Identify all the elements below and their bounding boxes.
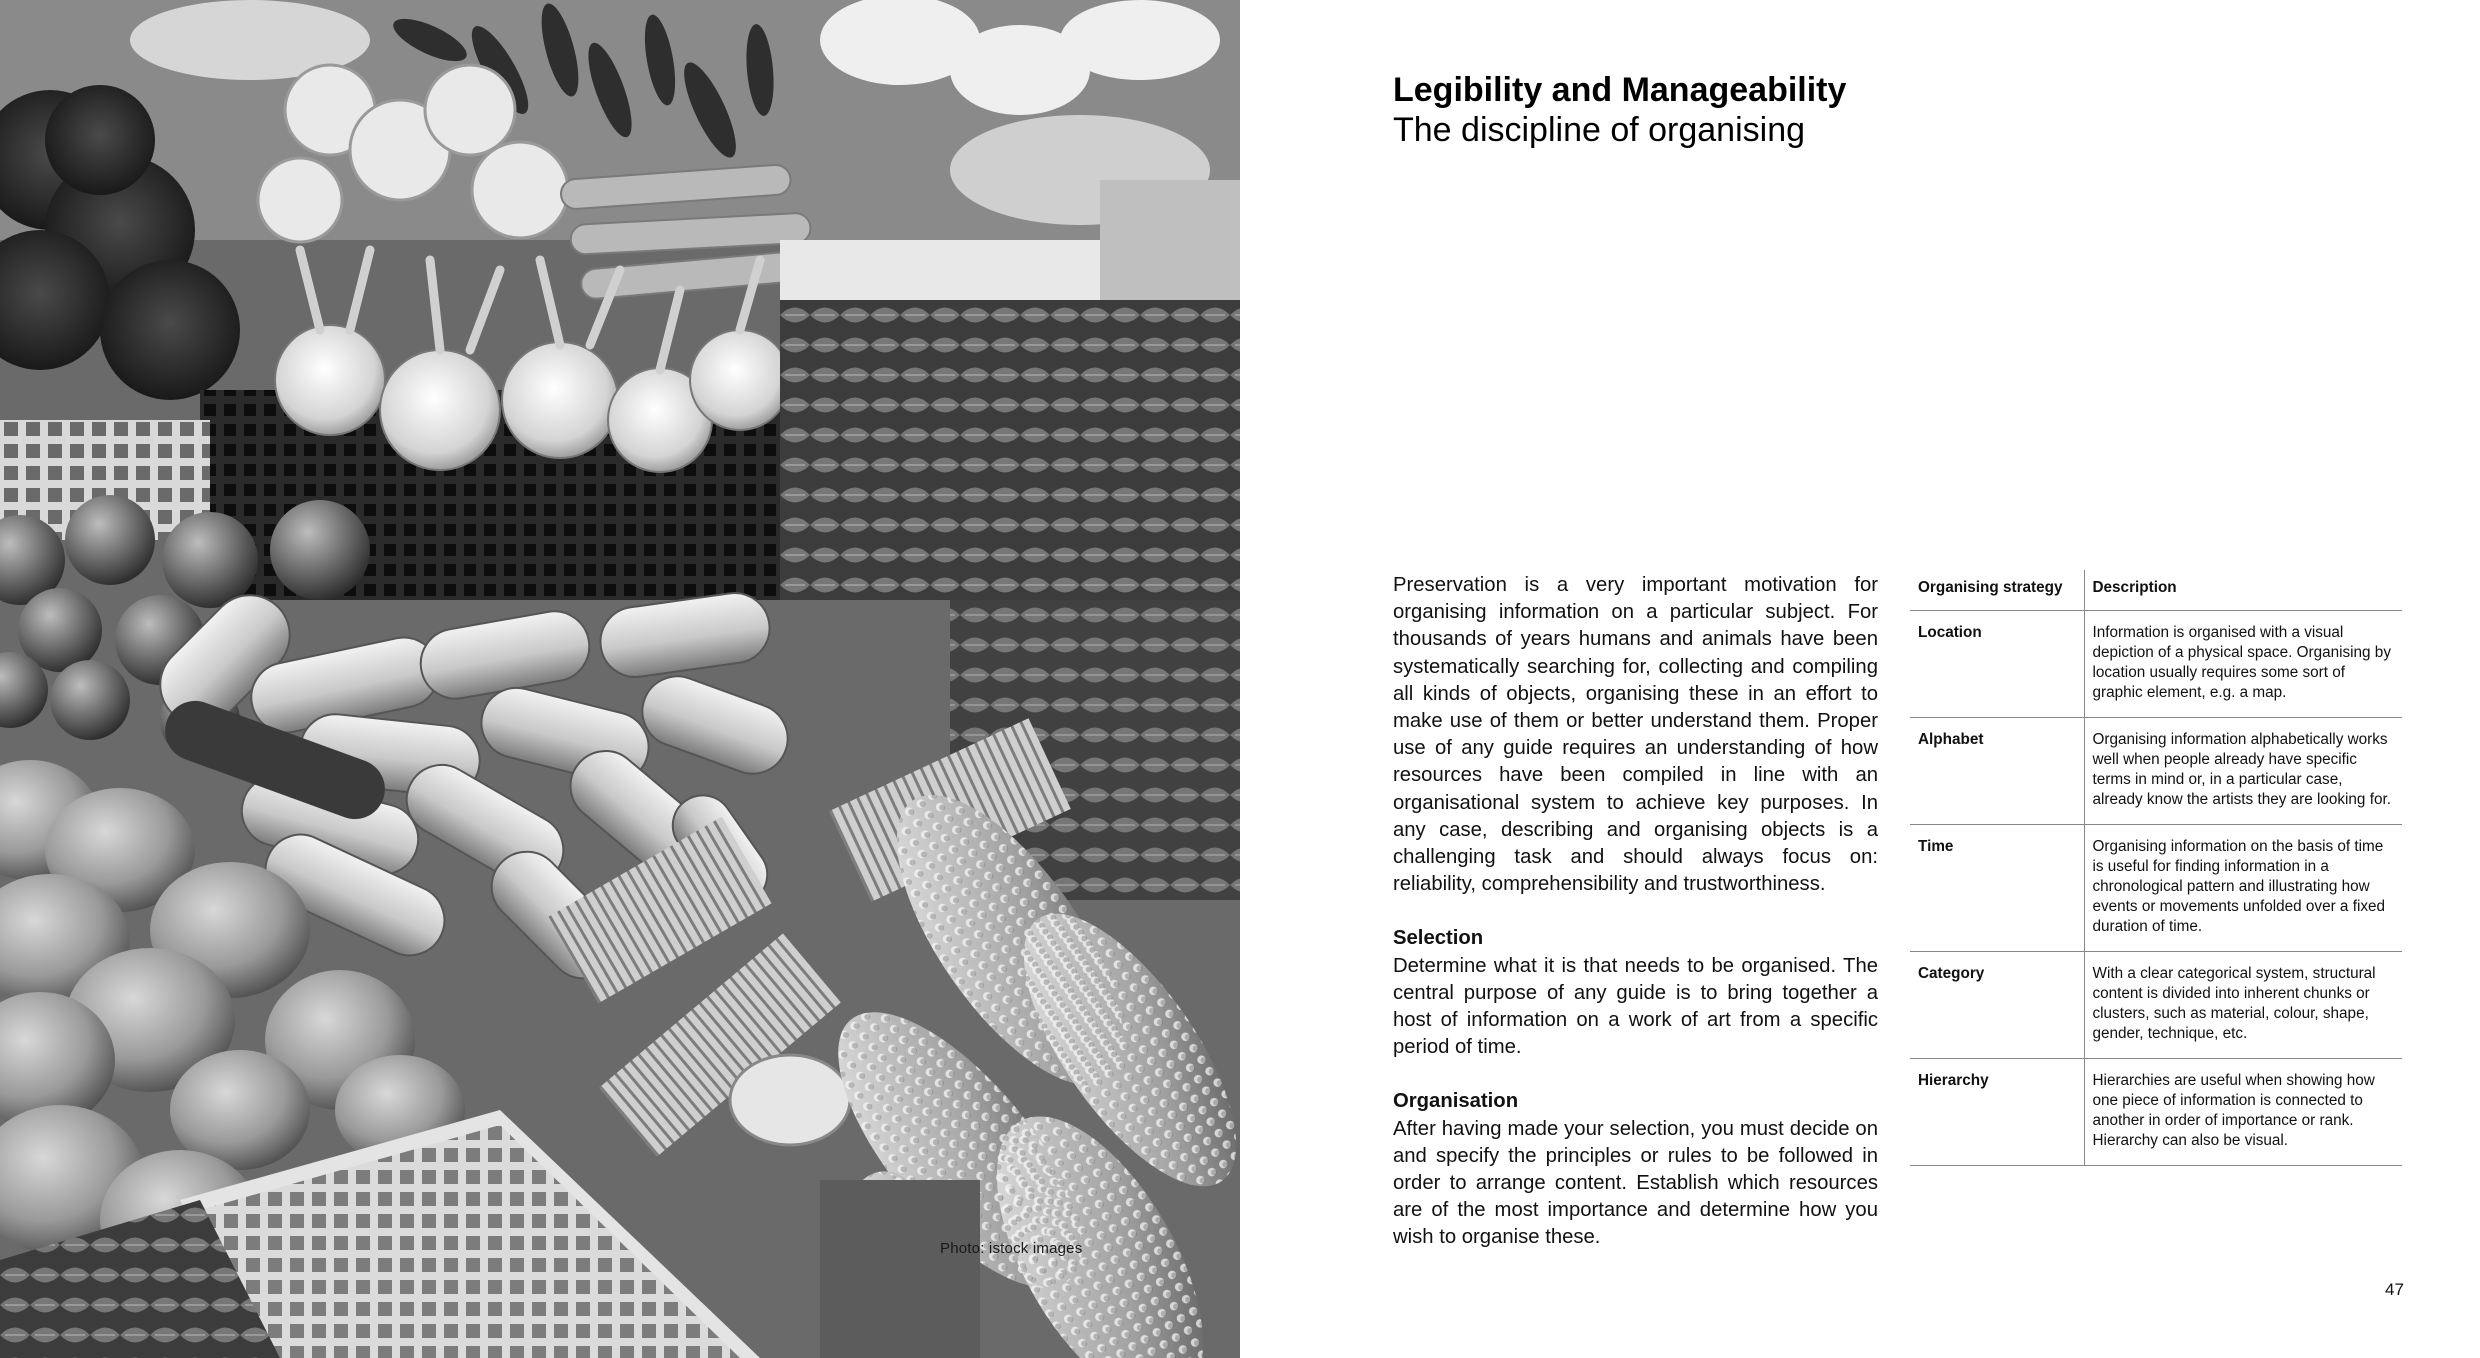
description-cell: Organising information alphabetically works well when people already have specific terms in mind or, in a particular case, already know the artists they are looking for. xyxy=(2084,718,2402,825)
strategy-cell: Category xyxy=(1910,952,2084,1059)
column-header-strategy: Organising strategy xyxy=(1910,570,2084,611)
page-number: 47 xyxy=(2385,1280,2404,1299)
table-row xyxy=(1910,952,2402,1059)
selection-heading: Selection xyxy=(1393,927,1484,950)
organisation-heading: Organisation xyxy=(1393,1090,1519,1113)
organisation-paragraph: After having made your selection, you must decide on and specify the principles or rules to be followed in order to arrange content. Establish which resources are of the most importance and determine how you wish to organise these. xyxy=(1393,1117,1878,1249)
strategy-cell: Hierarchy xyxy=(1910,1059,2084,1166)
column-header-description: Description xyxy=(2084,570,2402,611)
table-row xyxy=(1910,611,2402,718)
strategy-cell: Location xyxy=(1910,611,2084,718)
intro-paragraph: Preservation is a very important motivation for organising information on a particular subject. For thousands of years humans and animals have been systematically searching for, collecting and compiling all kinds of objects, organising these in an effort to make use of them or better understand them. Proper use of any guide requires an understanding of how resources have been compiled in line with an organisational system to achieve key purposes. In any case, describing and organising objects is a challenging task and should always focus on: reliability, comprehensibility and trustworthiness. xyxy=(1393,574,1878,896)
organising-strategy-table xyxy=(1910,570,2402,1166)
body-text-column xyxy=(1393,572,1878,1252)
table-header-row xyxy=(1910,570,2402,611)
table-row xyxy=(1910,718,2402,825)
description-cell: Information is organised with a visual depiction of a physical space. Organising by location usually requires some sort of graphic element, e.g. a map. xyxy=(2084,611,2402,718)
strategy-cell: Time xyxy=(1910,825,2084,952)
table-row xyxy=(1910,1059,2402,1166)
page-title: Legibility and Manageability xyxy=(1393,71,1847,109)
page-subtitle: The discipline of organising xyxy=(1393,111,1806,149)
description-cell: Organising information on the basis of time is useful for finding information in a chronological pattern and illustrating how events or movements unfolded over a fixed duration of time. xyxy=(2084,825,2402,952)
description-cell: With a clear categorical system, structural content is divided into inherent chunks or clusters, such as material, colour, shape, gender, technique, etc. xyxy=(2084,952,2402,1059)
strategy-cell: Alphabet xyxy=(1910,718,2084,825)
description-cell: Hierarchies are useful when showing how one piece of information is connected to another in order of importance or rank. Hierarchy can also be visual. xyxy=(2084,1059,2402,1166)
photo-credit: Photo: istock images xyxy=(940,1240,1083,1257)
table-row xyxy=(1910,825,2402,952)
selection-paragraph: Determine what it is that needs to be organised. The central purpose of any guide is to bring together a host of information on a work of art from a specific period of time. xyxy=(1393,954,1878,1059)
